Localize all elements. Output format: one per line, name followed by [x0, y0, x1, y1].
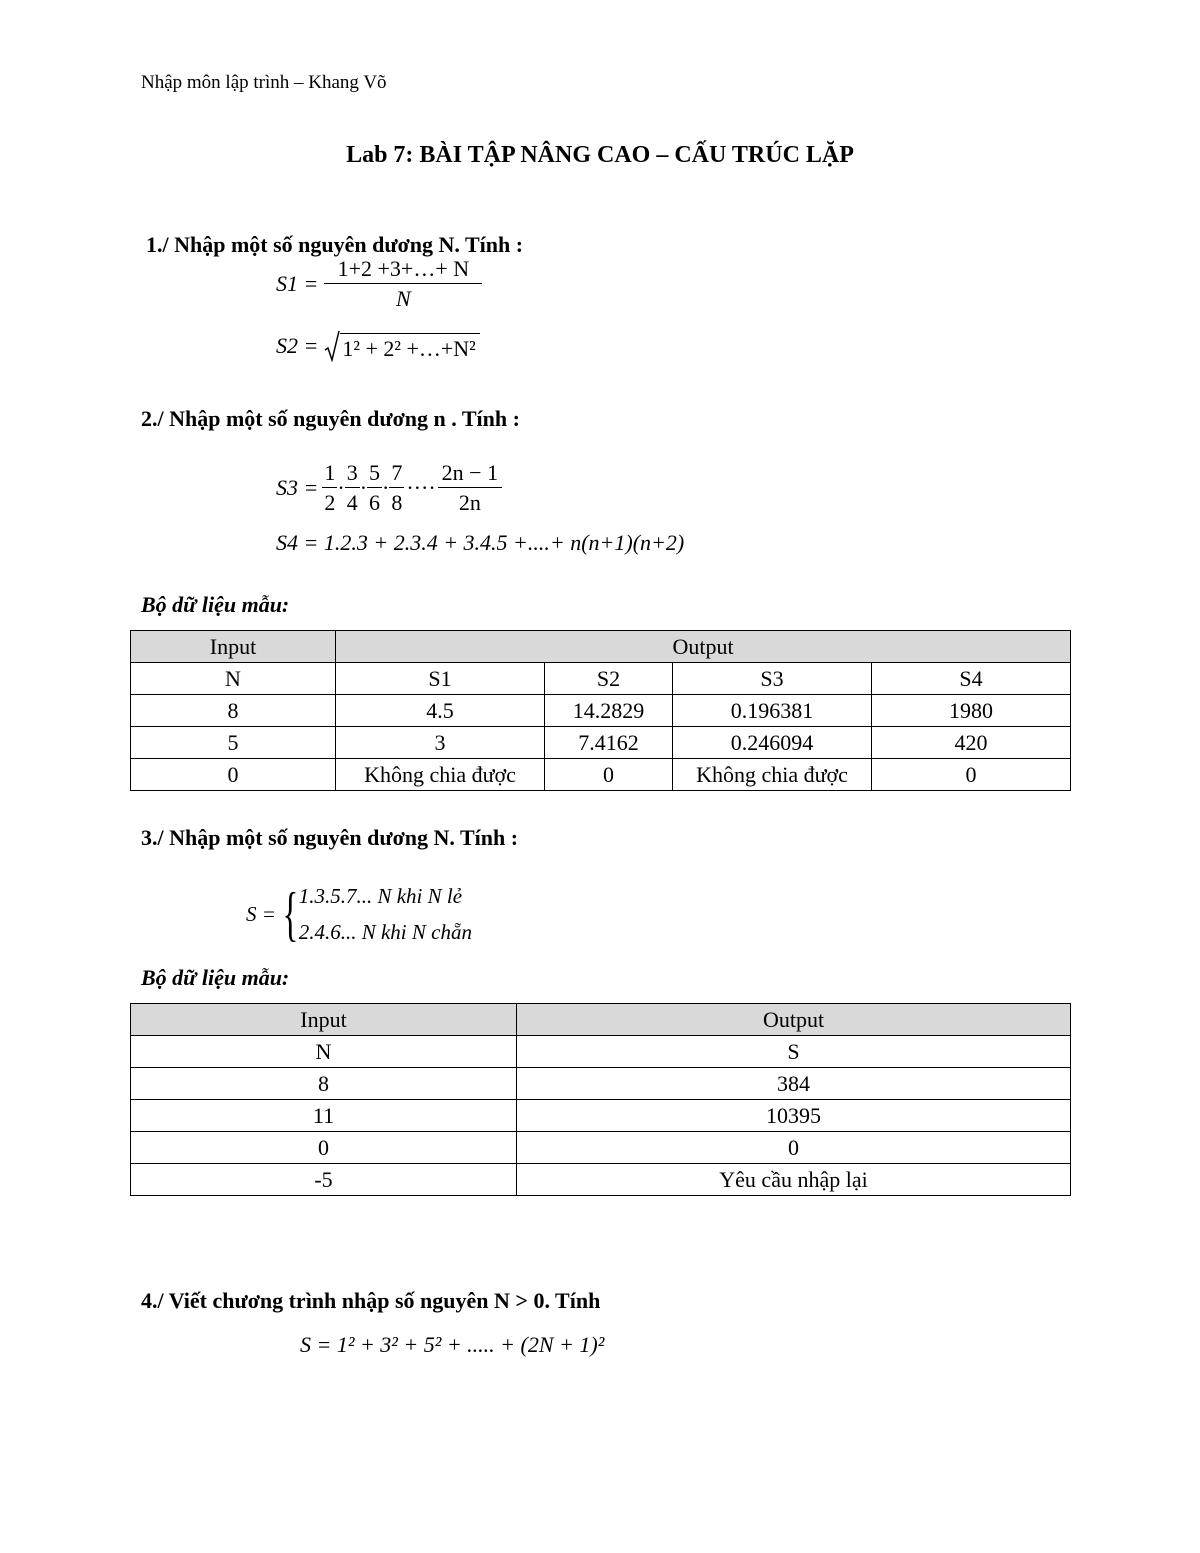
s3-fraction-1-num: 1 [322, 460, 337, 488]
formula-q4: S = 1² + 3² + 5² + ..... + (2N + 1)² [300, 1332, 605, 1357]
s3-dot: · [359, 474, 368, 500]
s1-numerator: 1+2 +3+…+ N [324, 256, 482, 284]
piecewise-cases [299, 878, 472, 950]
table-cell: Yêu cầu nhập lại [517, 1164, 1071, 1196]
table-subheader-row [131, 663, 1071, 695]
s1-fraction [324, 256, 482, 312]
formula-s4: S4 = 1.2.3 + 2.3.4 + 3.4.5 +....+ n(n+1)(n+2) [276, 530, 685, 555]
table-header-row [131, 631, 1071, 663]
table-cell: S1 [336, 663, 545, 695]
formula-s3 [276, 460, 502, 516]
table-cell: 11 [131, 1100, 517, 1132]
s3-fraction-4 [389, 460, 404, 516]
s3-ellipsis: ···· [406, 474, 436, 500]
table-row [131, 1132, 1071, 1164]
s2-lhs: S2 = [276, 333, 319, 358]
table-cell: 0 [131, 1132, 517, 1164]
table-cell: 8 [131, 1068, 517, 1100]
table-cell: 0.246094 [673, 727, 872, 759]
s3-lhs: S3 = [276, 474, 319, 500]
s3-fraction-1 [322, 460, 337, 516]
s3-fraction-3-den: 6 [369, 490, 381, 516]
table-cell: 4.5 [336, 695, 545, 727]
table-cell: 0 [872, 759, 1071, 791]
table-header-cell: Input [131, 631, 336, 663]
table-cell: 0 [545, 759, 673, 791]
formula-piecewise [246, 878, 472, 950]
table-cell: Không chia được [673, 759, 872, 791]
case-odd: 1.3.5.7... N khi N lẻ [298, 884, 463, 908]
table-cell: 0 [517, 1132, 1071, 1164]
s3-fraction-last-num: 2n − 1 [438, 460, 502, 488]
table-row [131, 695, 1071, 727]
table-cell: 0.196381 [673, 695, 872, 727]
table-cell: -5 [131, 1164, 517, 1196]
sample-data-label-1: Bộ dữ liệu mẫu: [141, 592, 290, 617]
table-cell: S2 [545, 663, 673, 695]
table-cell: S [517, 1036, 1071, 1068]
case-even: 2.4.6... N khi N chẵn [298, 920, 472, 944]
question-4: 4./ Viết chương trình nhập số nguyên N > 0. Tính [141, 1288, 601, 1313]
s1-lhs: S1 = [276, 270, 319, 296]
table-row [131, 759, 1071, 791]
formula-s2 [276, 330, 480, 362]
table-header-cell: Input [131, 1004, 517, 1036]
s3-fraction-last-den: 2n [458, 490, 481, 516]
table-cell: S3 [673, 663, 872, 695]
piecewise-lhs: S = [246, 901, 276, 926]
s3-fraction-3-num: 5 [367, 460, 382, 488]
table-header-row [131, 1004, 1071, 1036]
page-header: Nhập môn lập trình – Khang Võ [141, 72, 387, 93]
sample-table-1 [130, 630, 1071, 791]
table-header-cell: Output [336, 631, 1071, 663]
table-row [131, 1164, 1071, 1196]
table-cell: Không chia được [336, 759, 545, 791]
s3-dot: · [337, 474, 345, 500]
s3-fraction-last [438, 460, 502, 516]
square-root [324, 330, 479, 362]
table-cell: S4 [872, 663, 1071, 695]
s3-fraction-4-num: 7 [389, 460, 404, 488]
s3-fraction-2 [345, 460, 360, 516]
s3-dot: · [382, 474, 390, 500]
table-row [131, 727, 1071, 759]
formula-s1 [276, 256, 482, 312]
table-subheader-row [131, 1036, 1071, 1068]
page-title: Lab 7: BÀI TẬP NÂNG CAO – CẤU TRÚC LẶP [346, 142, 854, 168]
sample-table-2 [130, 1003, 1071, 1196]
sample-data-label-2: Bộ dữ liệu mẫu: [141, 965, 290, 990]
table-cell: 5 [131, 727, 336, 759]
table-cell: 7.4162 [545, 727, 673, 759]
s3-fraction-1-den: 2 [324, 490, 336, 516]
question-3: 3./ Nhập một số nguyên dương N. Tính : [141, 825, 519, 850]
s3-fraction-2-den: 4 [346, 490, 358, 516]
table-cell: N [131, 663, 336, 695]
table-cell: 3 [336, 727, 545, 759]
table-cell: 1980 [872, 695, 1071, 727]
table-cell: 0 [131, 759, 336, 791]
sqrt-sign-icon [324, 330, 340, 362]
table-cell: 8 [131, 695, 336, 727]
table-header-cell: Output [517, 1004, 1071, 1036]
table-row [131, 1100, 1071, 1132]
s3-fraction-3 [367, 460, 382, 516]
question-2: 2./ Nhập một số nguyên dương n . Tính : [141, 406, 520, 431]
s2-radicand: 1² + 2² +…+N² [340, 333, 479, 362]
question-1: 1./ Nhập một số nguyên dương N. Tính : [146, 232, 524, 257]
left-brace-icon: { [282, 881, 299, 947]
table-cell: 420 [872, 727, 1071, 759]
s3-fraction-2-num: 3 [345, 460, 360, 488]
s1-denominator: N [396, 286, 411, 312]
table-row [131, 1068, 1071, 1100]
table-cell: 384 [517, 1068, 1071, 1100]
table-cell: N [131, 1036, 517, 1068]
s3-fraction-4-den: 8 [391, 490, 403, 516]
table-cell: 14.2829 [545, 695, 673, 727]
table-cell: 10395 [517, 1100, 1071, 1132]
